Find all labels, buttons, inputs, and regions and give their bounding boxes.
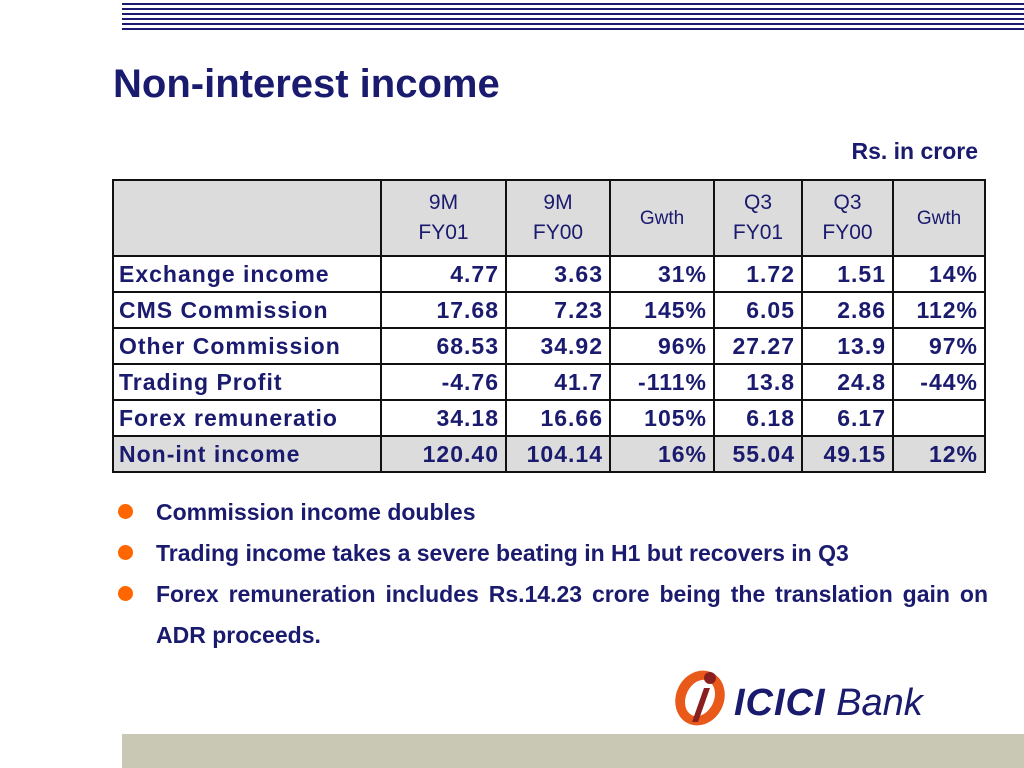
bullet-item: Commission income doubles [114,492,988,533]
header-cell: 9M FY01 [381,180,506,256]
table-cell: 55.04 [714,436,802,472]
table-cell: 16.66 [506,400,610,436]
table-cell: 31% [610,256,714,292]
table-row [113,364,985,400]
table-cell: 13.9 [802,328,893,364]
logo-wordmark: ICICI Bank [734,682,923,724]
bullet-item: Forex remuneration includes Rs.14.23 crore being the translation gain on ADR proceeds. [114,574,988,656]
bullet-item: Trading income takes a severe beating in H1 but recovers in Q3 [114,533,988,574]
header-cell: Q3 FY01 [714,180,802,256]
table-cell: 13.8 [714,364,802,400]
row-label: Other Commission [113,328,381,364]
bullet-dot-icon [118,586,133,601]
table-cell: 1.51 [802,256,893,292]
table-cell: 97% [893,328,985,364]
table-cell: 6.05 [714,292,802,328]
bullet-list [114,492,988,656]
table-cell: 34.92 [506,328,610,364]
table-cell: 6.18 [714,400,802,436]
header-cell: Gwth [893,180,985,256]
table-cell: 4.77 [381,256,506,292]
table-cell: -44% [893,364,985,400]
row-label: Trading Profit [113,364,381,400]
table-row [113,256,985,292]
table-cell: 105% [610,400,714,436]
footer-band [122,734,1024,768]
table-cell: 7.23 [506,292,610,328]
header-cell: Gwth [610,180,714,256]
header-cell: Q3 FY00 [802,180,893,256]
row-label: CMS Commission [113,292,381,328]
table-cell: 3.63 [506,256,610,292]
table-cell: 24.8 [802,364,893,400]
table-row [113,328,985,364]
row-label: Non-int income [113,436,381,472]
header-cell: 9M FY00 [506,180,610,256]
table-cell: 112% [893,292,985,328]
bullet-dot-icon [118,504,133,519]
icici-swirl-icon [670,662,732,728]
table-cell: 6.17 [802,400,893,436]
table-cell: 17.68 [381,292,506,328]
table-cell: 12% [893,436,985,472]
table-cell: 68.53 [381,328,506,364]
table-row [113,400,985,436]
row-label: Exchange income [113,256,381,292]
table-cell: -111% [610,364,714,400]
table-cell: 14% [893,256,985,292]
table-row [113,436,985,472]
bullet-dot-icon [118,545,133,560]
icici-bank-logo [670,662,982,732]
table-cell: 145% [610,292,714,328]
table-header-row [113,180,985,256]
table-cell: 2.86 [802,292,893,328]
table-cell [893,400,985,436]
table-cell: 41.7 [506,364,610,400]
header-cell [113,180,381,256]
unit-label: Rs. in crore [851,138,978,164]
table-row [113,292,985,328]
table-cell: 16% [610,436,714,472]
table-cell: -4.76 [381,364,506,400]
row-label: Forex remuneratio [113,400,381,436]
table-cell: 34.18 [381,400,506,436]
table-cell: 49.15 [802,436,893,472]
table-cell: 1.72 [714,256,802,292]
table-cell: 120.40 [381,436,506,472]
table-cell: 27.27 [714,328,802,364]
income-table [112,179,986,473]
page-title: Non-interest income [113,62,500,106]
table-cell: 104.14 [506,436,610,472]
header-stripes [122,0,1024,33]
table-cell: 96% [610,328,714,364]
